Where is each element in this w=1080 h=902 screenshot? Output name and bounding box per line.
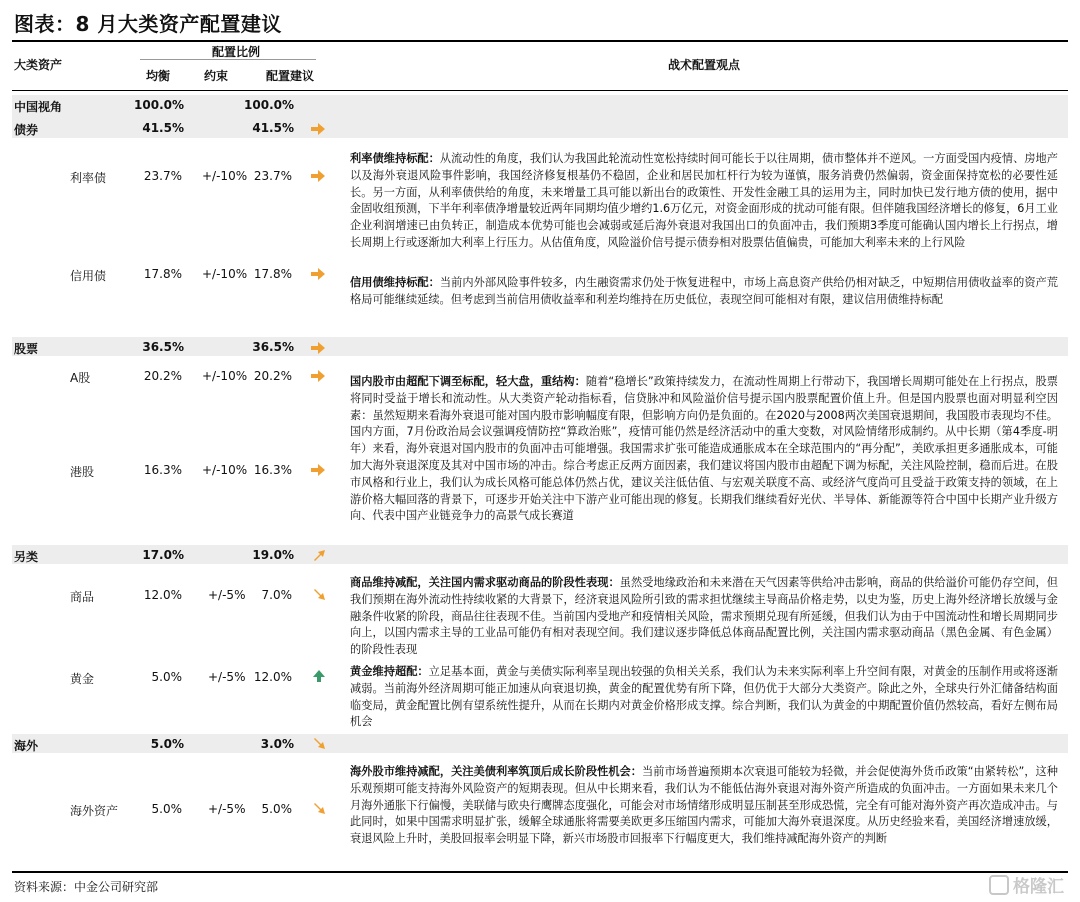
view-credit-bond — [350, 275, 1058, 309]
view-equity-lead: 国内股市由超配下调至标配，轻大盘，重结构： — [350, 375, 586, 388]
row-overseas-asset-balanced: 5.0% — [151, 802, 182, 816]
header-asset: 大类资产 — [14, 58, 63, 72]
down-right-arrow-icon — [311, 588, 327, 602]
row-gold-allocation: 12.0% — [253, 670, 292, 684]
header-view: 战术配置观点 — [668, 58, 741, 72]
row-commodity-allocation: 7.0% — [261, 588, 292, 602]
row-equity-name: 股票 — [14, 342, 39, 356]
row-a-share-name: A股 — [70, 371, 91, 385]
row-rate-bond-allocation: 23.7% — [253, 169, 292, 183]
row-overseas-asset-name: 海外资产 — [70, 804, 119, 818]
view-gold — [350, 664, 1058, 731]
row-alt-balanced: 17.0% — [142, 548, 184, 562]
right-arrow-icon — [310, 463, 326, 477]
view-gold-text: 立足基本面，黄金与美债实际利率呈现出较强的负相关关系，我们认为未来实际利率上升空间有限，对黄金的压制作用或将逐渐减弱。当前海外经济周期可能正加速从向衰退切换，黄金的配置优势有所下降，但仍优于大部分大类资产。除此之外，全球央行外汇储备结构面临变局，黄金配置比例有望系统性提升，从而在长期内对黄金价格形成支撑。综合判断，我们认为黄金的中期配置价值仍然较高，看好左侧布局机会 — [350, 665, 1058, 729]
row-alt-name: 另类 — [14, 550, 39, 564]
header-constrained: 约束 — [204, 69, 229, 83]
down-right-arrow-icon — [311, 737, 327, 751]
view-overseas-asset-text: 当前市场普遍预期本次衰退可能较为轻微，并会促使海外货币政策“由紧转松”，这种乐观预期可能支持海外风险资产的短期表现。但从中长期来看，我们认为不能低估海外衰退对海外资产所造成的负面冲击。一方面如果未来几个月海外通胀下行偏慢，美联储与欧央行鹰牌态度强化，可能会对市场情绪形成明显压制甚至形成恐慌，完全有可能对海外资产再次造成冲击。与此同时，如果中国需求明显扩张，缓解全球通胀将需要美欧更多压缩国内需求，可能加大海外衰退深度。从历史经验来看，美国经济增速放缓，衰退风险上升时，美股回报率会明显下降，新兴市场股市回报率下行幅度更大，我们维持减配海外资产的判断 — [350, 765, 1058, 846]
page-title: 图表：8 月大类资产配置建议 — [14, 12, 282, 36]
right-arrow-icon — [310, 341, 326, 355]
row-china-name: 中国视角 — [14, 100, 63, 114]
row-hk-share-name: 港股 — [70, 465, 95, 479]
row-bond-name: 债券 — [14, 123, 39, 137]
row-equity-allocation: 36.5% — [252, 340, 294, 354]
row-china-balanced: 100.0% — [134, 98, 184, 112]
up-right-arrow-icon — [311, 548, 327, 562]
row-rate-bond-constraint: +/-10% — [202, 169, 248, 183]
row-credit-bond-constraint: +/-10% — [202, 267, 248, 281]
row-a-share-balanced: 20.2% — [143, 369, 182, 383]
row-credit-bond-allocation: 17.8% — [253, 267, 292, 281]
source-note: 资料来源：中金公司研究部 — [14, 880, 159, 894]
watermark-text: 格隆汇 — [1013, 877, 1064, 897]
view-rate-bond-text: 从流动性的角度，我们认为我国此轮流动性宽松持续时间可能长于以往周期，债市整体并不逆风。一方面受国内疫情、房地产以及海外衰退风险事件影响，我国经济修复根基仍不稳固，企业和居民加杠杆行为较为谨慎，服务消费仍然偏弱，资金面保持宽松的必要性延长。另一方面，从利率债供给的角度，未来增量工具可能以新出台的政策性、开发性金融工具的运用为主，同时加快已发行地方债的使用，据中金固收组预测，下半年利率债净增量较近两年同期均值少增约1.6万亿元，对资金面形成的扰动可能有限。但伴随我国经济增长的修复，6月工业企业利润增速已由负转正，制造成本优势可能也会减弱或延后海外衰退对我国出口的负面冲击，我们预期3季度可能确认国内增长上行拐点，增长周期上行或逐渐加大利率上行压力。从估值角度，风险溢价信号提示债券相对股票估值偏贵，可能加大利率未来的上行风险 — [350, 152, 1058, 249]
row-bond-allocation: 41.5% — [252, 121, 294, 135]
header-divider — [12, 90, 1068, 91]
row-overseas-balanced: 5.0% — [150, 737, 184, 751]
row-hk-share-balanced: 16.3% — [143, 463, 182, 477]
view-overseas-asset — [350, 764, 1058, 848]
view-commodity-lead: 商品维持减配，关注国内需求驱动商品的阶段性表现： — [350, 576, 620, 589]
view-commodity-text: 虽然受地缘政治和未来潜在天气因素等供给冲击影响，商品的供给溢价可能仍存空间，但我们预期在海外流动性持续收紧的大背景下，经济衰退风险所引致的需求担忧继续主导商品价格走势，以史为鉴，历史上海外经济增长放缓与金融条件收紧的阶段，商品往往表现不佳。当前国内受地产和疫情相关风险，需求预期兑现有所延缓，但我们认为由于中国流动性和增长周期同步向上，以国内需求主导的工业品可能仍有相对表现空间。我们建议逐步降低总体商品配置比例，关注国内需求驱动商品（黑色金属、有色金属）的阶段性表现 — [350, 576, 1058, 657]
row-commodity-constraint: +/-5% — [208, 588, 246, 602]
view-rate-bond — [350, 151, 1058, 252]
header-allocation: 配置建议 — [266, 69, 315, 83]
watermark — [989, 872, 1064, 897]
right-arrow-icon — [310, 169, 326, 183]
view-rate-bond-lead: 利率债维持标配： — [350, 152, 440, 165]
up-arrow-icon — [311, 669, 327, 683]
header-balanced: 均衡 — [146, 69, 171, 83]
right-arrow-icon — [310, 369, 326, 383]
view-equity-text: 随着“稳增长”政策持续发力，在流动性周期上行带动下，我国增长周期可能处在上行拐点，股票将同时受益于增长和流动性。从大类资产轮动指标看，信贷脉冲和风险溢价信号提示国内股票配置价值上升。但是国内股票也面对明显利空因素：虽然短期来看海外衰退可能对国内股市影响幅度有限，但影响方向仍是负面的。在2020与2008两次美国衰退期间，我国股市表现均不佳。国内方面，7月份政治局会议强调疫情防控“算政治账”，疫情可能仍然是经济活动中的重大变数，对风险情绪形成制约。从中长期（第4季度-明年）来看，海外衰退对国内股市的负面冲击可能增强。我国需求扩张可能造成通胀成本在全球范围内的“再分配”，美欧承担更多通胀成本，可能加大海外衰退深度及其对中国市场的冲击。综合考虑正反两方面因素，我们建议将国内股市由超配下调为标配，关注风险控制，稳而后进。在股市风格和行业上，我们认为成长风格可能总体仍然占优，建议关注低估值、与宏观关联度不高、或经济气度尚可且受益于政策支持的领域，在上游价格大幅回落的背景下，可逐步开始关注中下游产业可能出现的修复。长期我们继续看好光伏、半导体、新能源等符合中国中长期产业升级方向、代表中国产业链竞争力的高景气成长赛道 — [350, 375, 1058, 523]
row-a-share-allocation: 20.2% — [253, 369, 292, 383]
view-credit-bond-lead: 信用债维持标配： — [350, 276, 440, 289]
row-gold-name: 黄金 — [70, 672, 95, 686]
row-rate-bond-balanced: 23.7% — [143, 169, 182, 183]
view-commodity — [350, 575, 1058, 659]
title-divider — [12, 40, 1068, 42]
row-gold-balanced: 5.0% — [151, 670, 182, 684]
view-overseas-asset-lead: 海外股市维持减配，关注美债利率筑顶后成长阶段性机会： — [350, 765, 643, 778]
right-arrow-icon — [310, 122, 326, 136]
row-credit-bond-name: 信用债 — [70, 269, 107, 283]
view-equity — [350, 374, 1058, 525]
row-alt-allocation: 19.0% — [252, 548, 294, 562]
row-credit-bond-balanced: 17.8% — [143, 267, 182, 281]
down-right-arrow-icon — [311, 802, 327, 816]
row-overseas-name: 海外 — [14, 739, 39, 753]
row-overseas-asset-constraint: +/-5% — [208, 802, 246, 816]
row-overseas-asset-allocation: 5.0% — [261, 802, 292, 816]
row-gold-constraint: +/-5% — [208, 670, 246, 684]
view-credit-bond-text: 当前内外部风险事件较多，内生融资需求仍处于恢复进程中，市场上高息资产供给仍相对缺乏，中短期信用债收益率的资产荒格局可能继续延续。但考虑到当前信用债收益率和利差均维持在历史低位，表现空间可能相对有限，建议信用债维持标配 — [350, 276, 1058, 306]
row-commodity-name: 商品 — [70, 590, 95, 604]
row-overseas-allocation: 3.0% — [260, 737, 294, 751]
row-commodity-balanced: 12.0% — [143, 588, 182, 602]
header-ratio-group: 配置比例 — [212, 45, 261, 59]
ratio-header-underline — [140, 59, 316, 60]
row-china-allocation: 100.0% — [244, 98, 294, 112]
right-arrow-icon — [310, 267, 326, 281]
row-a-share-constraint: +/-10% — [202, 369, 248, 383]
row-hk-share-constraint: +/-10% — [202, 463, 248, 477]
row-equity-balanced: 36.5% — [142, 340, 184, 354]
row-hk-share-allocation: 16.3% — [253, 463, 292, 477]
view-gold-lead: 黄金维持超配： — [350, 665, 429, 678]
row-bond-balanced: 41.5% — [142, 121, 184, 135]
watermark-logo-icon — [989, 875, 1009, 895]
row-rate-bond-name: 利率债 — [70, 171, 107, 185]
footer-divider — [12, 871, 1068, 873]
